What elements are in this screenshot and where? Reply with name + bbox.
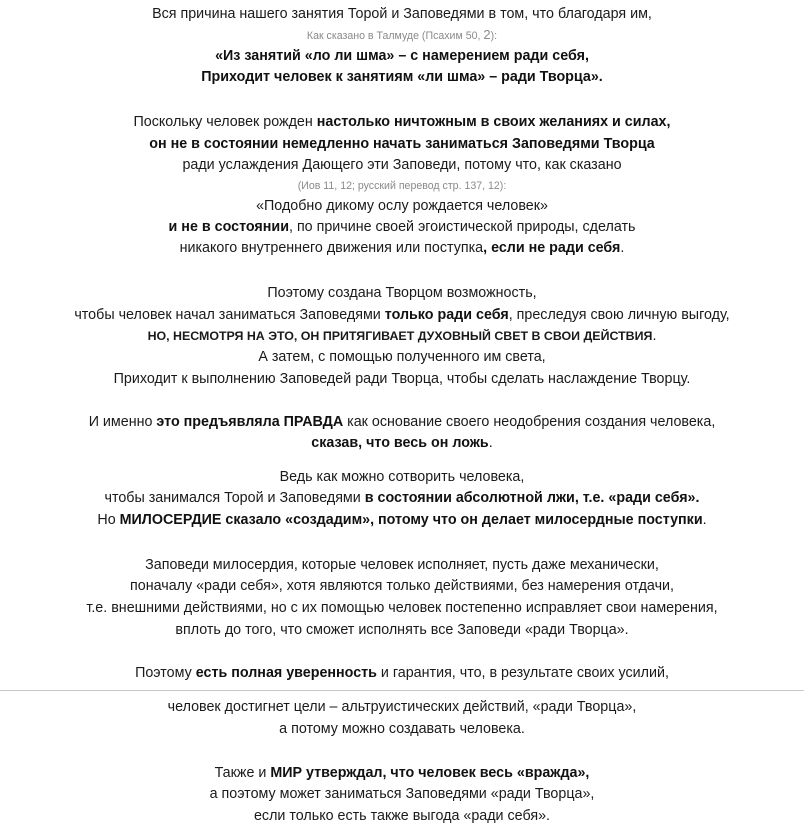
text-line (0, 784, 804, 804)
text-line (0, 347, 804, 367)
emphasis-text: МИР утверждал, что человек весь «вражда», (270, 765, 590, 781)
emphasis-text: сказав, что весь он ложь (311, 435, 489, 451)
text-line (0, 369, 804, 389)
text: Ведь как можно сотворить человека, (279, 469, 525, 485)
text-line (0, 134, 804, 154)
text: чтобы занимался Торой и Заповедями (104, 490, 365, 506)
text-line (0, 412, 804, 432)
reference-text: ): (490, 30, 498, 42)
text: . (652, 328, 657, 344)
text-line (0, 620, 804, 640)
text: если только есть также выгода «ради себя». (253, 808, 550, 824)
text-line (0, 305, 804, 325)
caps-text: НО, НЕСМОТРЯ НА ЭТО, ОН ПРИТЯГИВАЕТ ДУХОВНЫЙ СВЕТ В СВОИ ДЕЙСТВИЯ (147, 329, 653, 343)
text: человек достигнет цели – альтруистических действий, «ради Творца», (167, 699, 637, 715)
reference-text: (Иов 11, 12; русский перевод стр. 137, 12): (297, 180, 507, 192)
text: И именно (88, 414, 157, 430)
text-line (0, 763, 804, 783)
text: Приходит к выполнению Заповедей ради Творца, чтобы сделать наслаждение Творцу. (113, 371, 691, 387)
text-line (0, 467, 804, 487)
text-line (0, 217, 804, 237)
text-line (0, 326, 804, 346)
text: Поэтому создана Творцом возможность, (267, 285, 537, 301)
text-line (0, 806, 804, 826)
text: «Подобно дикому ослу рождается человек» (256, 198, 548, 214)
text: как основание своего неодобрения создания человека, (343, 414, 716, 430)
text-line (0, 663, 804, 683)
text: никакого внутреннего движения или поступка (179, 240, 484, 256)
text: , преследуя свою личную выгоду, (508, 307, 730, 323)
text-line (0, 697, 804, 717)
text: . (620, 240, 625, 256)
text-line (0, 4, 804, 24)
text-line (0, 433, 804, 453)
text-line (0, 576, 804, 596)
emphasis-text: в состоянии абсолютной лжи, т.е. «ради себя». (364, 490, 700, 506)
text: чтобы человек начал заниматься Заповедями (74, 307, 385, 323)
emphasis-text: это предъявляла ПРАВДА (156, 414, 344, 430)
text: вплоть до того, что сможет исполнять все Заповеди «ради Творца». (175, 622, 629, 638)
reference-line (0, 27, 804, 44)
text-line (0, 112, 804, 132)
quote-text: Приходит человек к занятиям «ли шма» – ради Творца». (201, 69, 603, 85)
text: . (702, 512, 707, 528)
text: т.е. внешними действиями, но с их помощью человек постепенно исправляет свои намерения, (86, 600, 718, 616)
text: . (488, 435, 493, 451)
text-line (0, 238, 804, 258)
text: , по причине своей эгоистической природы, сделать (289, 219, 636, 235)
text-line (0, 598, 804, 618)
text-line (0, 196, 804, 216)
text: ради услаждения Дающего эти Заповеди, потому что, как сказано (182, 157, 622, 173)
emphasis-text: и не в состоянии (168, 219, 289, 235)
quote-line (0, 46, 804, 66)
text: поначалу «ради себя», хотя являются только действиями, без намерения отдачи, (130, 578, 674, 594)
page-divider (0, 690, 804, 691)
text-line (0, 283, 804, 303)
emphasis-text: он не в состоянии немедленно начать заниматься Заповедями Творца (149, 136, 655, 152)
text: и гарантия, что, в результате своих усилий, (376, 665, 669, 681)
emphasis-text: МИЛОСЕРДИЕ сказало «создадим», потому что он делает милосердные поступки (119, 512, 703, 528)
reference-line (0, 178, 804, 194)
quote-text: «Из занятий «ло ли шма» – с намерением ради себя, (215, 48, 589, 64)
text-line (0, 488, 804, 508)
text: Поскольку человек рожден (133, 114, 317, 130)
text: А затем, с помощью полученного им света, (258, 349, 546, 365)
reference-text: Как сказано в Талмуде (Псахим 50, (306, 30, 484, 42)
text: Вся причина нашего занятия Торой и Заповедями в том, что благодаря им, (152, 6, 652, 22)
text: Поэтому (135, 665, 196, 681)
quote-line (0, 67, 804, 87)
emphasis-text: настолько ничтожным в своих желаниях и силах, (316, 114, 671, 130)
reference-text: 2 (483, 27, 491, 42)
text-line (0, 155, 804, 175)
text: а поэтому может заниматься Заповедями «ради Творца», (209, 786, 595, 802)
text: а потому можно создавать человека. (279, 721, 525, 737)
text: Также и (214, 765, 271, 781)
emphasis-text: только ради себя (384, 307, 509, 323)
emphasis-text: есть полная уверенность (195, 665, 377, 681)
text: Но (97, 512, 120, 528)
text: Заповеди милосердия, которые человек исполняет, пусть даже механически, (145, 557, 659, 573)
text-line (0, 555, 804, 575)
text-line (0, 719, 804, 739)
emphasis-text: , если не ради себя (483, 240, 621, 256)
text-line (0, 510, 804, 530)
